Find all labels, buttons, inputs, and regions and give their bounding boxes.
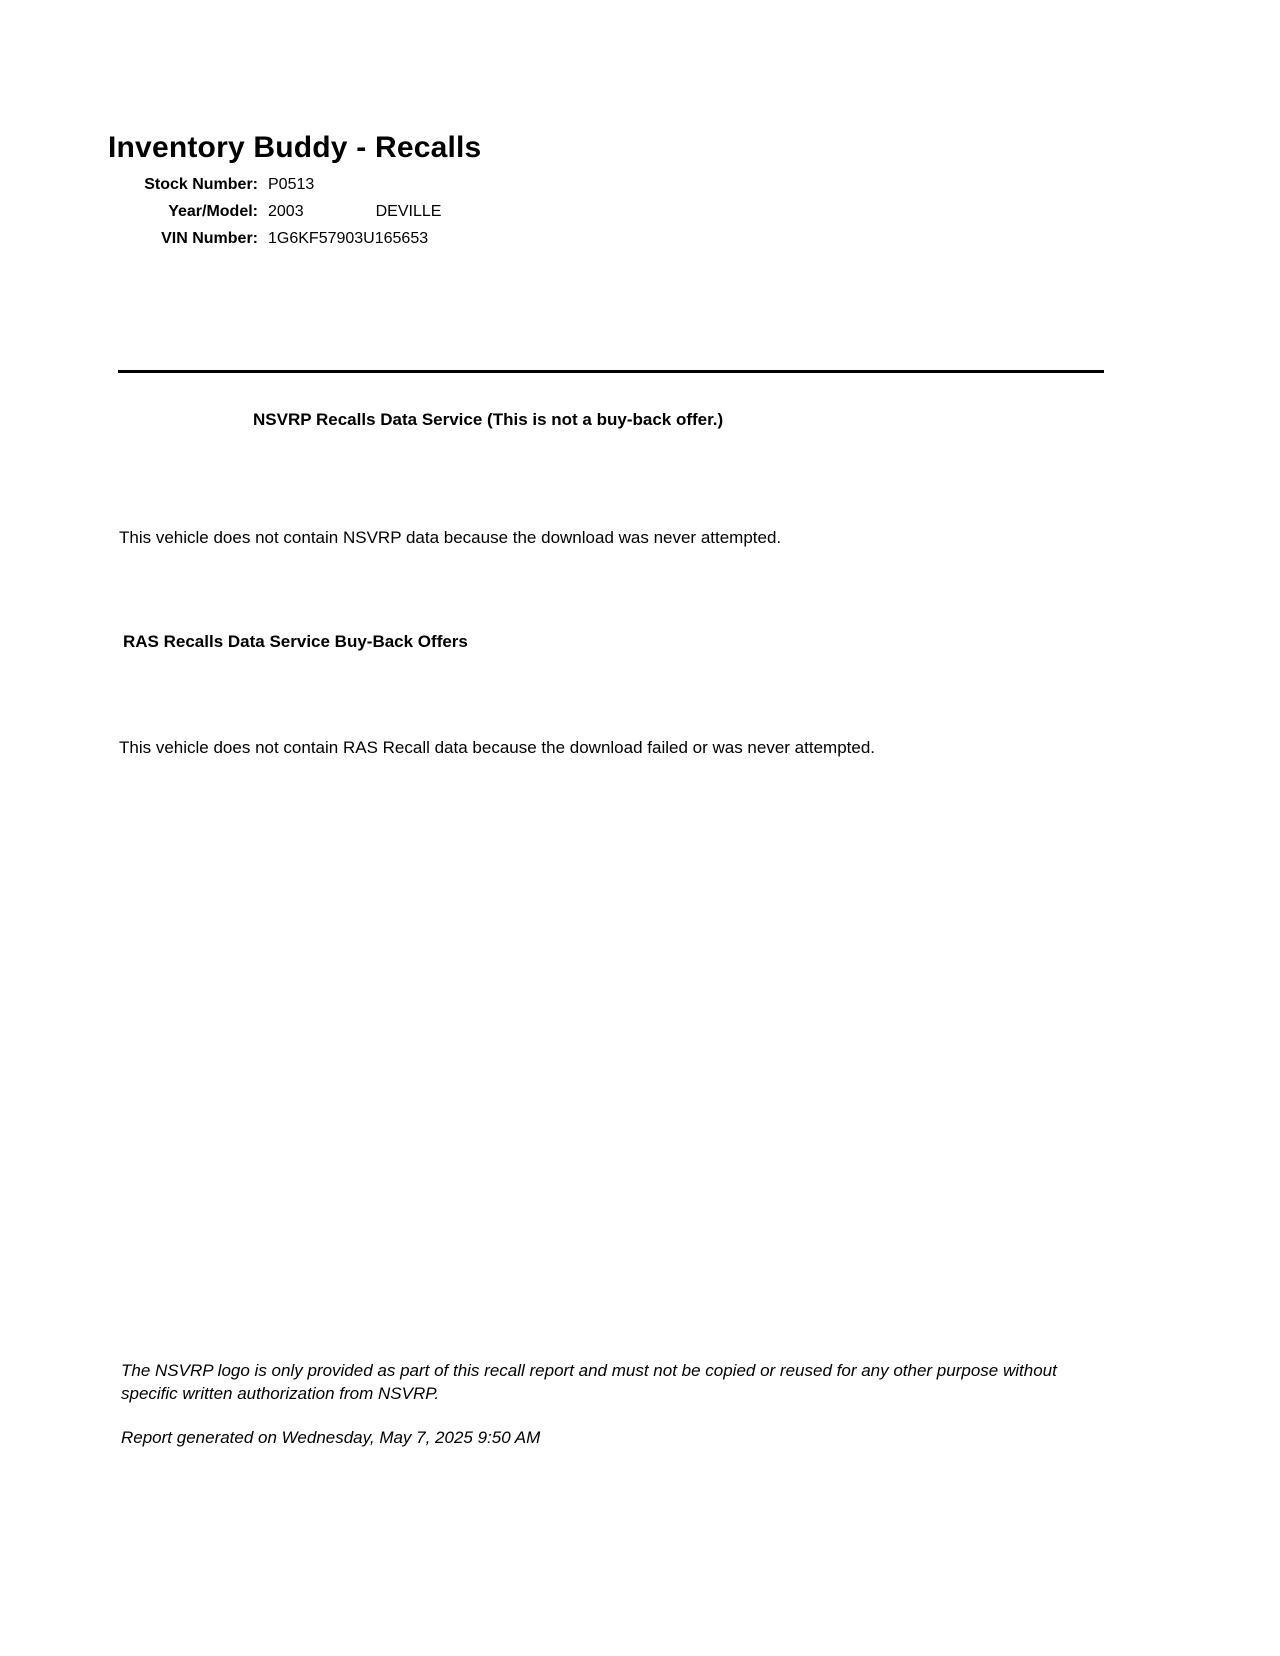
meta-row-vin <box>108 230 628 257</box>
ras-section-heading: RAS Recalls Data Service Buy-Back Offers <box>123 632 468 651</box>
vehicle-meta-block <box>108 176 628 257</box>
ras-section-body: This vehicle does not contain RAS Recall data because the download failed or was never attempted. <box>119 738 876 757</box>
meta-row-stock-number <box>108 176 628 203</box>
meta-row-year-model <box>108 203 628 230</box>
logo-notice: The NSVRP logo is only provided as part of this recall report and must not be copied or reused for any other purpose without specific written authorization from NSVRP. <box>121 1361 1057 1403</box>
year-model-label: Year/Model: <box>168 203 258 220</box>
nsvrp-section-heading: NSVRP Recalls Data Service (This is not a buy-back offer.) <box>253 410 724 429</box>
stock-number-value: P0513 <box>268 176 315 193</box>
report-generated-timestamp: Report generated on Wednesday, May 7, 2025 9:50 AM <box>121 1428 541 1447</box>
page-title: Inventory Buddy - Recalls <box>108 131 482 164</box>
model-value: DEVILLE <box>375 203 442 220</box>
vin-value: 1G6KF57903U165653 <box>268 230 429 247</box>
stock-number-label: Stock Number: <box>144 176 258 193</box>
horizontal-divider <box>118 370 1104 373</box>
year-value: 2003 <box>268 203 304 220</box>
vin-label: VIN Number: <box>161 230 258 247</box>
nsvrp-section-body: This vehicle does not contain NSVRP data because the download was never attempted. <box>119 528 782 547</box>
